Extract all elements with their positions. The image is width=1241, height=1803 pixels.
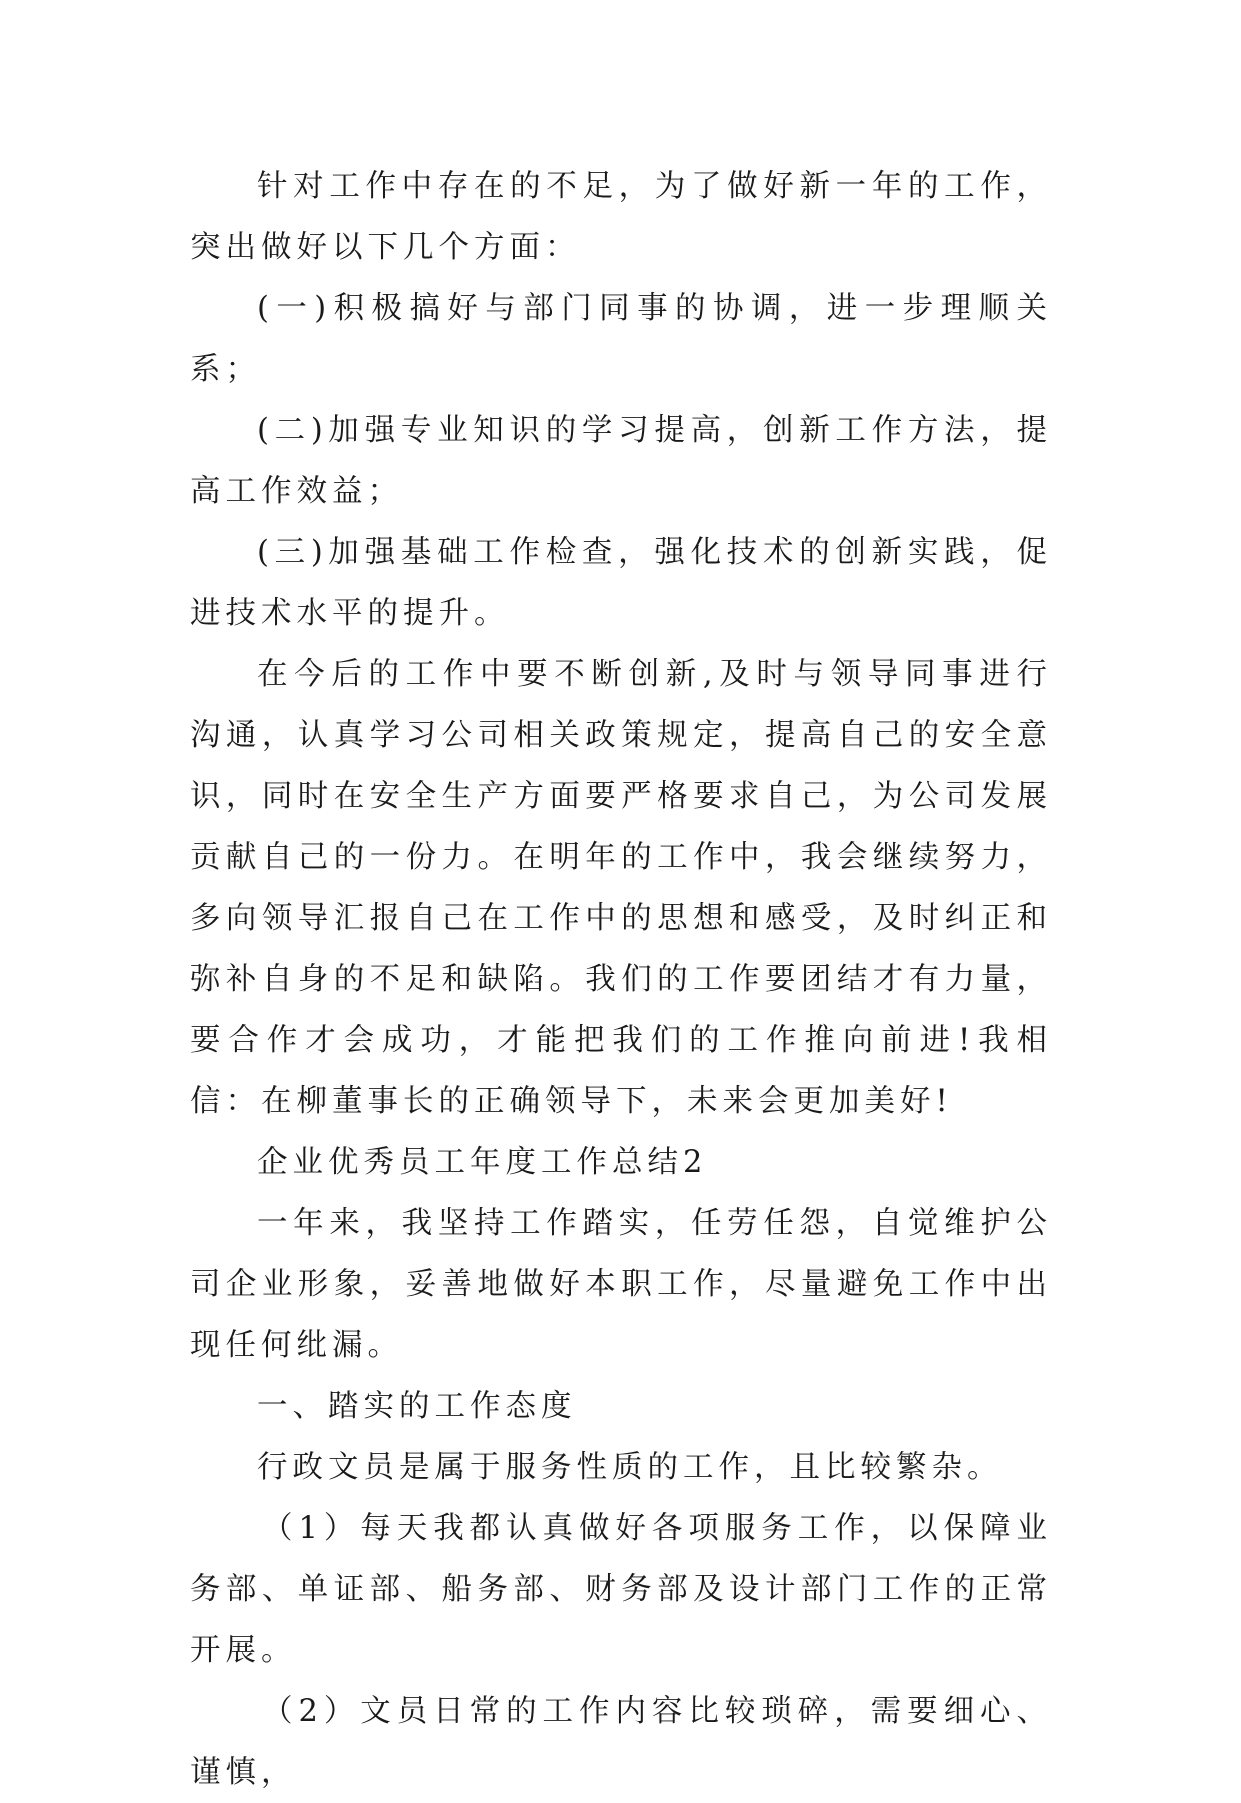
paragraph-point-2: （2）文员日常的工作内容比较琐碎，需要细心、谨慎，: [190, 1694, 1052, 1790]
paragraph-item-one: (一)积极搞好与部门同事的协调，进一步理顺关系；: [190, 291, 1052, 387]
paragraph-item-two: (二)加强专业知识的学习提高，创新工作方法，提高工作效益；: [190, 413, 1052, 509]
paragraph-point-1: （1）每天我都认真做好各项服务工作，以保障业务部、单证部、船务部、财务部及设计部门工作的正常开展。: [190, 1511, 1052, 1668]
paragraph-shortcomings-intro: 针对工作中存在的不足，为了做好新一年的工作，突出做好以下几个方面：: [190, 169, 1052, 265]
paragraph-clerk-nature: 行政文员是属于服务性质的工作，且比较繁杂。: [257, 1450, 1003, 1485]
heading-work-attitude: 一、踏实的工作态度: [257, 1389, 577, 1424]
paragraph-year-review: 一年来，我坚持工作踏实，任劳任怨，自觉维护公司企业形象，妥善地做好本职工作，尽量避免工作中出现任何纰漏。: [190, 1206, 1052, 1363]
paragraph-item-three: (三)加强基础工作检查，强化技术的创新实践，促进技术水平的提升。: [190, 535, 1052, 631]
section-title-summary-2: 企业优秀员工年度工作总结2: [257, 1145, 708, 1180]
document-page: [190, 156, 1052, 1803]
paragraph-future-work: 在今后的工作中要不断创新,及时与领导同事进行沟通，认真学习公司相关政策规定，提高自己的安全意识，同时在安全生产方面要严格要求自己，为公司发展贡献自己的一份力。在明年的工作中，我会继续努力，多向领导汇报自己在工作中的思想和感受，及时纠正和弥补自身的不足和缺陷。我们的工作要团结才有力量，要合作才会成功，才能把我们的工作推向前进!我相信：在柳董事长的正确领导下，未来会更加美好!: [190, 657, 1052, 1119]
